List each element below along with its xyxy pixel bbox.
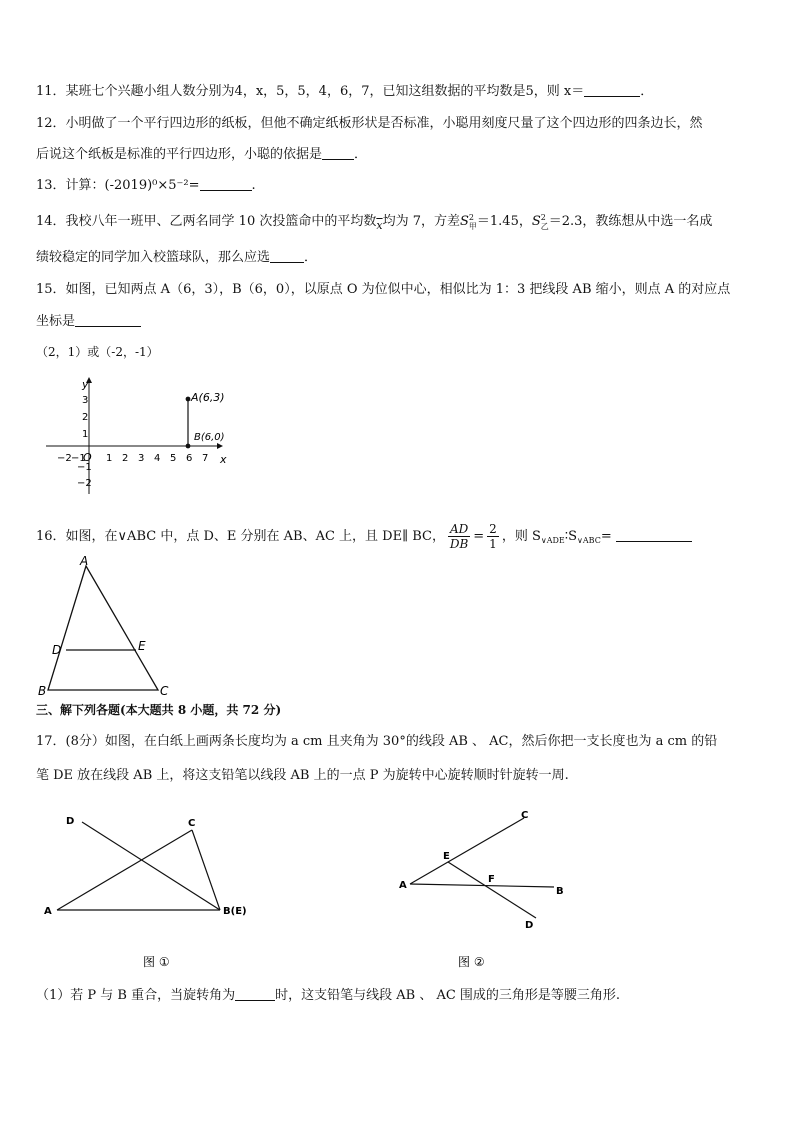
point-D-label: D — [525, 920, 534, 931]
pencil-DE — [82, 822, 220, 910]
x-tick-label: −2 — [57, 453, 72, 464]
q15-answer-blank[interactable] — [75, 312, 141, 327]
point-C-label: C — [521, 810, 529, 821]
xbar-symbol: x — [376, 219, 383, 232]
point-BE-label: B(E) — [223, 906, 247, 917]
segment-CB — [192, 830, 220, 910]
point-B-label: B(6,0) — [194, 432, 225, 443]
fraction-2-1: $\frac{2}{1}$ — [489, 522, 497, 551]
y-axis-label: y — [82, 378, 89, 391]
section-3-title: 三、解下列各题(本大题共 8 小题，共 72 分) — [36, 703, 282, 717]
x-tick-label: 7 — [202, 453, 209, 464]
question-15-line2: 坐标是 — [36, 312, 141, 332]
question-17-line2: 笔 DE 放在线段 AB 上，将这支铅笔以线段 AB 上的一点 P 为旋转中心旋转顺时针旋转一周. — [36, 768, 569, 783]
triangle-ABC — [48, 566, 158, 690]
point-B — [186, 444, 191, 449]
x-tick-label: 6 — [186, 453, 193, 464]
x-tick-label: 4 — [154, 453, 161, 464]
question-14-line2: 绩较稳定的同学加入校篮球队，那么应选 ． — [36, 250, 318, 265]
y-tick-label: −2 — [77, 478, 92, 489]
point-E-label: E — [443, 851, 450, 862]
pencil-DE — [448, 862, 536, 918]
point-A — [186, 397, 191, 402]
y-tick-label: 2 — [82, 412, 89, 423]
vertex-B-label: B — [38, 684, 47, 698]
point-A-label: A — [399, 880, 407, 891]
q15-coordinate-graph — [40, 372, 240, 500]
segment-AC — [57, 830, 192, 910]
x-tick-label: 2 — [122, 453, 129, 464]
point-D-label: D — [52, 643, 62, 657]
figure-1-caption: 图 ① — [143, 955, 170, 969]
q13-answer-blank[interactable] — [200, 176, 252, 191]
q11-answer-blank[interactable] — [584, 82, 640, 97]
segment-AB — [410, 884, 554, 887]
question-14-line1: 14．我校八年一班甲、乙两名同学 10 次投篮命中的平均数$_{\overline{x}}$均为 7，方差S 2 甲 ＝1.45，S 2 乙 ＝2.3，教练想从中选一名成 — [36, 212, 713, 232]
question-17-line1: 17．(8分）如图，在白纸上画两条长度均为 a cm 且夹角为 30°的线段 AB 、 AC，然后你把一支长度也为 a cm 的铅 — [36, 734, 718, 749]
point-B-label: B — [556, 886, 564, 897]
point-C-label: C — [188, 818, 196, 829]
q17-figure-1 — [40, 810, 280, 980]
point-A-label: A(6,3) — [191, 391, 225, 404]
q17-sub1-answer-blank[interactable] — [235, 986, 275, 1001]
question-13: 13．计算：(-2019)⁰×5⁻²= . — [36, 178, 256, 193]
q16-answer-blank[interactable] — [616, 527, 692, 542]
point-A-label: A — [44, 906, 52, 917]
point-E-label: E — [138, 639, 146, 653]
q17-figure-2 — [396, 808, 596, 978]
origin-label: O — [83, 451, 92, 464]
y-tick-label: 3 — [82, 395, 89, 406]
fraction-AD-DB: $\frac{AD}{DB}$ — [449, 522, 469, 551]
point-F-label: F — [488, 874, 495, 885]
q14-answer-blank[interactable] — [270, 248, 304, 263]
y-tick-label: −1 — [77, 462, 92, 473]
x-tick-label: 1 — [106, 453, 113, 464]
question-11: 11．某班七个兴趣小组人数分别为4，x，5，5，4，6，7，已知这组数据的平均数是5，则 x＝ ． — [36, 84, 654, 99]
q15-answer-note: （2，1）或（-2，-1） — [36, 345, 159, 359]
q16-triangle-figure — [36, 552, 186, 702]
q12-answer-blank[interactable] — [322, 145, 354, 160]
question-17-sub1: （1）若 P 与 B 重合，当旋转角为 时，这支铅笔与线段 AB 、 AC 围成的三角形是等腰三角形. — [36, 988, 621, 1003]
x-tick-label: 3 — [138, 453, 145, 464]
x-tick-label: −1 — [71, 453, 86, 464]
x-axis-label: x — [220, 453, 227, 466]
question-12-line1: 12．小明做了一个平行四边形的纸板，但他不确定纸板形状是否标准，小聪用刻度尺量了这个四边形的四条边长，然 — [36, 116, 703, 131]
vertex-A-label: A — [80, 554, 89, 568]
point-D-label: D — [66, 816, 75, 827]
y-tick-label: 1 — [82, 429, 89, 440]
x-tick-label: 5 — [170, 453, 177, 464]
question-12-line2: 后说这个纸板是标准的平行四边形，小聪的依据是 ． — [36, 147, 368, 162]
question-16: 16．如图，在∨ABC 中，点 D、E 分别在 AB、AC 上，且 DE∥ BC， $\frac{AD}{DB}$ = $\frac{2}{1}$ ，则 $S_{\vee ADE}∶S_{\vee ABC}=$ — [36, 522, 692, 551]
figure-2-caption: 图 ② — [458, 955, 485, 969]
vertex-C-label: C — [160, 684, 169, 698]
q11-text: 11．某班七个兴趣小组人数分别为4，x，5，5，4，6，7，已知这组数据的平均数是5，则 x＝ — [36, 84, 585, 99]
question-15-line1: 15．如图，已知两点 A（6，3），B（6，0），以原点 O 为位似中心，相似比为 1：3 把线段 AB 缩小，则点 A 的对应点 — [36, 282, 731, 297]
